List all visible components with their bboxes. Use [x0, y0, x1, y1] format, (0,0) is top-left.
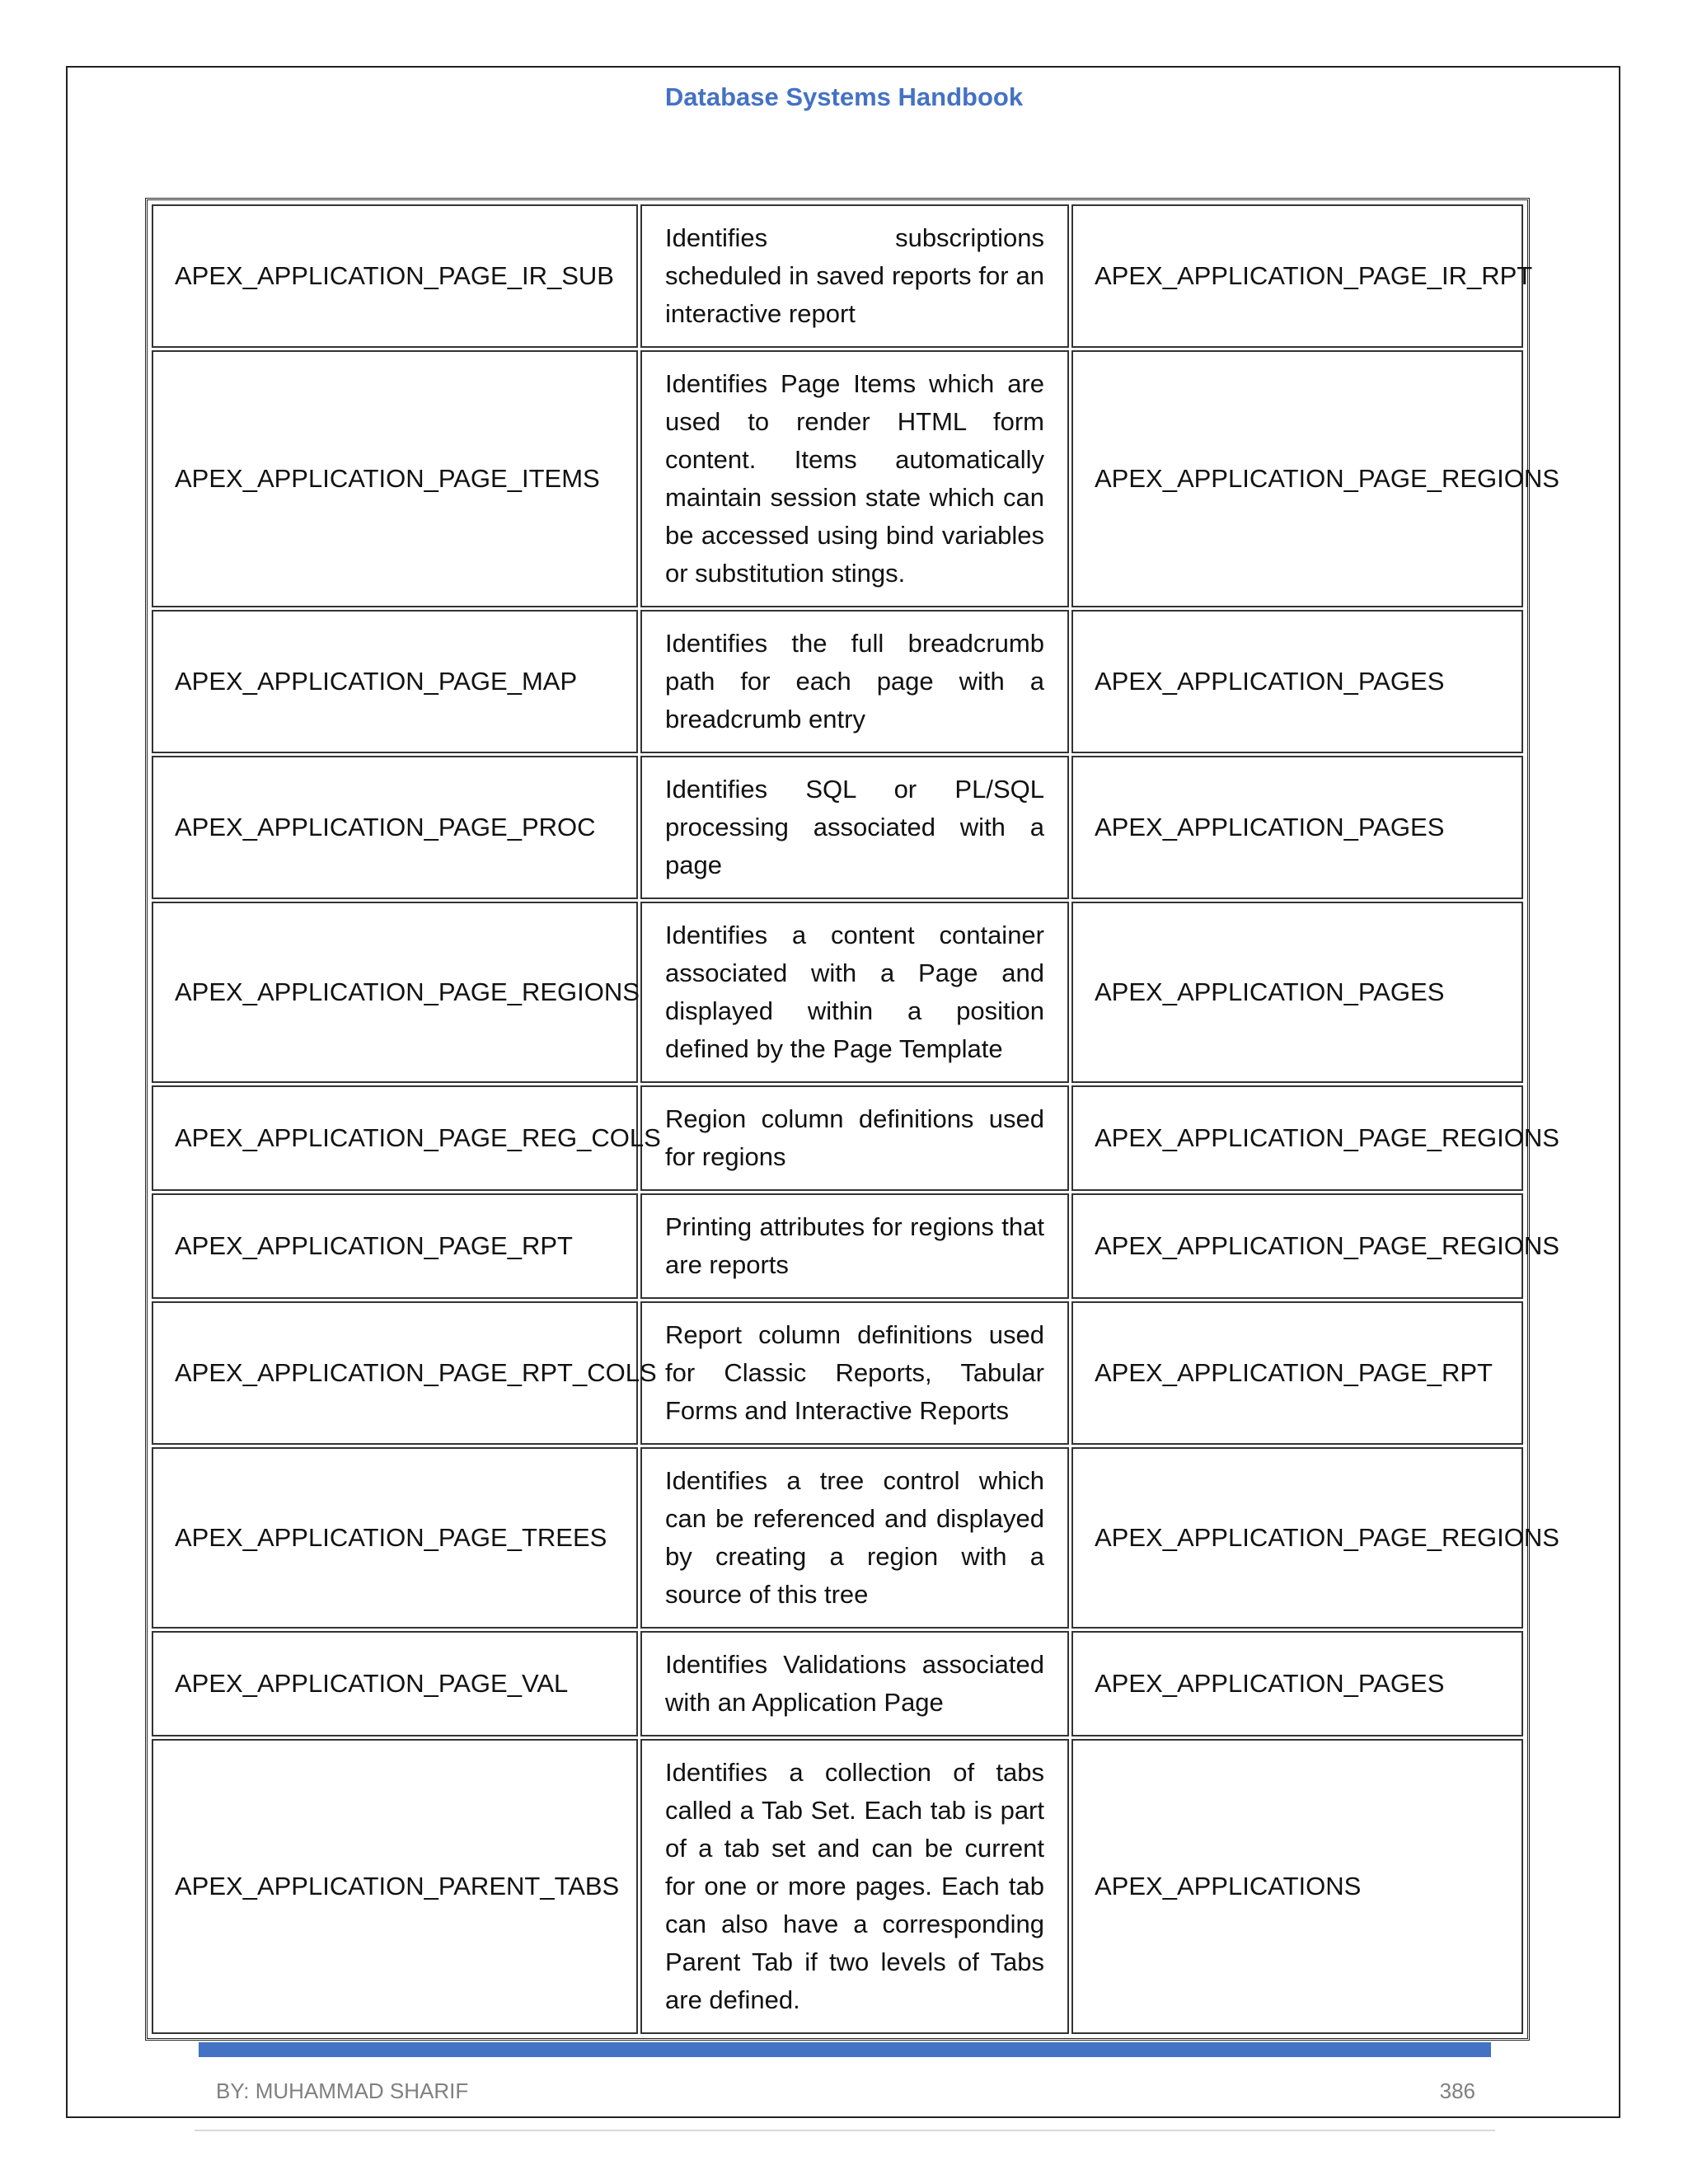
view-name-cell: APEX_APPLICATION_PAGE_MAP [152, 610, 638, 753]
view-description-cell: Identifies a tree control which can be referenced and displayed by creating a region with a source of this tree [640, 1447, 1069, 1629]
parent-view-cell: APEX_APPLICATIONS [1071, 1739, 1523, 2034]
view-name-cell: APEX_APPLICATION_PAGE_ITEMS [152, 350, 638, 607]
footer-page-number: 386 [1439, 2079, 1475, 2103]
view-description-cell: Region column definitions used for regions [640, 1085, 1069, 1191]
parent-view-cell: APEX_APPLICATION_PAGES [1071, 756, 1523, 899]
parent-view-cell: APEX_APPLICATION_PAGES [1071, 1631, 1523, 1736]
table-row [152, 1631, 1523, 1736]
view-name-cell: APEX_APPLICATION_PAGE_RPT_COLS [152, 1301, 638, 1445]
table-row [152, 204, 1523, 348]
view-name-cell: APEX_APPLICATION_PAGE_REGIONS [152, 902, 638, 1083]
views-table-body [152, 204, 1559, 2034]
view-description-cell: Identifies Validations associated with an Application Page [640, 1631, 1069, 1736]
view-name-cell: APEX_APPLICATION_PAGE_PROC [152, 756, 638, 899]
parent-view-cell: APEX_APPLICATION_PAGE_RPT [1071, 1301, 1523, 1445]
view-description-cell: Printing attributes for regions that are reports [640, 1193, 1069, 1299]
table-row [152, 610, 1523, 753]
view-description-cell: Report column definitions used for Classic Reports, Tabular Forms and Interactive Reports [640, 1301, 1069, 1445]
table-row [152, 1193, 1523, 1299]
view-description-cell: Identifies Page Items which are used to render HTML form content. Items automatically maintain session state which can be accessed using bind variables or substitution stings. [640, 350, 1069, 607]
view-description-cell: Identifies subscriptions scheduled in saved reports for an interactive report [640, 204, 1069, 348]
parent-view-cell: APEX_APPLICATION_PAGE_REGIONS [1071, 1447, 1523, 1629]
page-header-title: Database Systems Handbook [664, 82, 1024, 111]
view-description-cell: Identifies SQL or PL/SQL processing associated with a page [640, 756, 1069, 899]
views-table [149, 202, 1559, 2036]
view-name-cell: APEX_APPLICATION_PAGE_RPT [152, 1193, 638, 1299]
view-description-cell: Identifies the full breadcrumb path for each page with a breadcrumb entry [640, 610, 1069, 753]
footer-accent-bar [199, 2042, 1491, 2057]
parent-view-cell: APEX_APPLICATION_PAGE_REGIONS [1071, 1193, 1523, 1299]
views-table-container [145, 198, 1559, 2041]
parent-view-cell: APEX_APPLICATION_PAGE_REGIONS [1071, 350, 1523, 607]
view-name-cell: APEX_APPLICATION_PAGE_IR_SUB [152, 204, 638, 348]
bottom-divider [195, 2130, 1495, 2131]
table-row [152, 350, 1523, 607]
view-name-cell: APEX_APPLICATION_PAGE_REG_COLS [152, 1085, 638, 1191]
view-name-cell: APEX_APPLICATION_PAGE_VAL [152, 1631, 638, 1736]
table-row [152, 902, 1523, 1083]
footer-author: BY: MUHAMMAD SHARIF [216, 2079, 469, 2103]
parent-view-cell: APEX_APPLICATION_PAGES [1071, 902, 1523, 1083]
parent-view-cell: APEX_APPLICATION_PAGE_REGIONS [1071, 1085, 1523, 1191]
view-description-cell: Identifies a collection of tabs called a Tab Set. Each tab is part of a tab set and can be current for one or more pages. Each tab can also have a corresponding Parent Tab if two levels of Tabs are defined. [640, 1739, 1069, 2034]
table-row [152, 1301, 1523, 1445]
view-description-cell: Identifies a content container associated with a Page and displayed within a position defined by the Page Template [640, 902, 1069, 1083]
view-name-cell: APEX_APPLICATION_PAGE_TREES [152, 1447, 638, 1629]
table-row [152, 1447, 1523, 1629]
parent-view-cell: APEX_APPLICATION_PAGES [1071, 610, 1523, 753]
parent-view-cell: APEX_APPLICATION_PAGE_IR_RPT [1071, 204, 1523, 348]
table-row [152, 756, 1523, 899]
table-row [152, 1739, 1523, 2034]
view-name-cell: APEX_APPLICATION_PARENT_TABS [152, 1739, 638, 2034]
table-row [152, 1085, 1523, 1191]
